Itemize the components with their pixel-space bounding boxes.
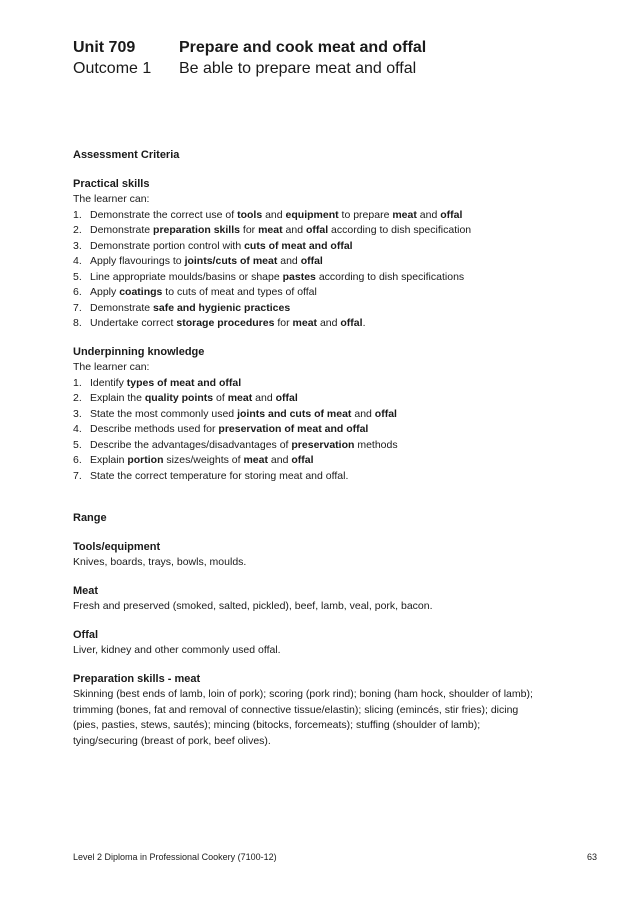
unit-title: Prepare and cook meat and offal	[179, 39, 427, 56]
item-text: State the correct temperature for storing meat and offal.	[90, 469, 349, 482]
list-item	[73, 407, 573, 423]
item-number: 3.	[73, 407, 82, 420]
page-footer	[73, 851, 597, 863]
item-number: 5.	[73, 270, 82, 283]
list-item	[73, 270, 573, 286]
item-number: 2.	[73, 224, 82, 236]
range-section-preparation	[73, 672, 573, 750]
unit-header	[73, 38, 426, 58]
item-text: Identify	[90, 376, 127, 389]
list-item	[73, 208, 573, 224]
emphasis-text: joints/cuts of meat	[184, 255, 278, 267]
list-item	[73, 422, 573, 438]
range-text-line: tying/securing (breast of pork, beef olives).	[73, 734, 271, 747]
item-text: and	[267, 454, 292, 466]
practical-skills-heading: Practical skills	[73, 177, 150, 190]
item-number: 3.	[73, 239, 82, 252]
emphasis-text: equipment	[285, 208, 339, 221]
emphasis-text: coatings	[119, 286, 163, 298]
item-text: Demonstrate	[90, 301, 154, 314]
item-text: Explain	[90, 454, 128, 466]
knowledge-intro: The learner can:	[73, 361, 150, 373]
range-text-line: (pies, pasties, stews, sautés); mincing (bitocks, forcemeats); stuffing (shoulder of lamb);	[73, 719, 481, 731]
practical-skills-list	[73, 208, 573, 332]
emphasis-text: portion	[127, 454, 164, 466]
footer-qualification: Level 2 Diploma in Professional Cookery (7100-12)	[73, 852, 277, 862]
emphasis-text: offal	[291, 454, 314, 466]
emphasis-text: pastes	[282, 270, 316, 283]
emphasis-text: tools	[237, 208, 263, 221]
item-text: and	[262, 208, 286, 221]
unit-number: Unit 709	[73, 39, 136, 56]
range-subheading: Meat	[73, 584, 99, 597]
page-number: 63	[586, 852, 597, 862]
item-text: and	[277, 255, 301, 267]
emphasis-text: offal	[340, 317, 363, 329]
emphasis-text: types of meat and offal	[126, 376, 242, 389]
range-text: Knives, boards, trays, bowls, moulds.	[73, 556, 247, 568]
emphasis-text: meat	[258, 224, 283, 236]
item-text: Apply flavourings to	[90, 255, 185, 267]
item-text: and	[252, 392, 276, 404]
item-text: methods	[354, 438, 398, 451]
item-text: according to dish specifications	[315, 270, 465, 283]
range-subheading: Offal	[73, 628, 99, 641]
item-text: Apply	[90, 286, 120, 298]
item-text: Demonstrate the correct use of	[90, 208, 238, 221]
item-text: and	[416, 208, 441, 221]
item-number: 7.	[73, 301, 82, 314]
item-number: 4.	[73, 255, 82, 267]
range-heading: Range	[73, 512, 107, 524]
item-text: sizes/weights of	[163, 454, 244, 466]
practical-intro: The learner can:	[73, 193, 150, 205]
outcome-title: Be able to prepare meat and offal	[179, 60, 417, 77]
item-text: Demonstrate	[90, 224, 154, 236]
emphasis-text: preservation	[291, 438, 355, 451]
item-text: according to dish specification	[328, 224, 472, 236]
item-number: 5.	[73, 438, 82, 451]
list-item	[73, 453, 573, 469]
item-text: Explain the	[90, 392, 145, 404]
item-number: 6.	[73, 286, 82, 298]
assessment-heading: Assessment Criteria	[73, 149, 180, 161]
item-text: and	[317, 317, 341, 329]
item-number: 4.	[73, 423, 82, 435]
item-text: State the most commonly used	[90, 407, 238, 420]
document-body	[73, 148, 573, 749]
range-text: Fresh and preserved (smoked, salted, pickled), beef, lamb, veal, pork, bacon.	[73, 600, 433, 612]
item-text: Line appropriate moulds/basins or shape	[90, 270, 283, 283]
emphasis-text: offal	[374, 407, 397, 420]
emphasis-text: meat	[292, 317, 318, 329]
emphasis-text: preservation of meat and offal	[218, 423, 369, 435]
list-item	[73, 376, 573, 392]
outcome-header	[73, 59, 416, 79]
list-item	[73, 438, 573, 454]
emphasis-text: offal	[275, 392, 298, 404]
emphasis-text: offal	[300, 255, 323, 267]
item-number: 7.	[73, 469, 82, 482]
emphasis-text: offal	[440, 208, 463, 221]
item-number: 6.	[73, 454, 82, 466]
item-text: of	[213, 392, 228, 404]
list-item	[73, 391, 573, 407]
knowledge-heading: Underpinning knowledge	[73, 345, 205, 358]
list-item	[73, 239, 573, 255]
list-item	[73, 316, 573, 332]
item-text: Undertake correct	[90, 317, 177, 329]
range-subheading: Preparation skills - meat	[73, 672, 201, 685]
range-text-line: Skinning (best ends of lamb, loin of pork); scoring (pork rind); boning (ham hock, shoulder of lamb);	[73, 688, 533, 700]
item-text: Describe the advantages/disadvantages of	[90, 438, 292, 451]
emphasis-text: joints and cuts of meat	[237, 407, 352, 420]
item-number: 1.	[73, 208, 82, 221]
emphasis-text: cuts of meat and offal	[244, 239, 353, 252]
emphasis-text: safe and hygienic practices	[153, 301, 291, 314]
emphasis-text: meat	[227, 392, 253, 404]
list-item	[73, 301, 573, 317]
item-number: 1.	[73, 376, 82, 389]
emphasis-text: meat	[243, 454, 268, 466]
range-text: Liver, kidney and other commonly used offal.	[73, 644, 281, 656]
item-text: and	[351, 407, 375, 420]
emphasis-text: quality points	[144, 392, 214, 404]
list-item	[73, 469, 573, 485]
list-item	[73, 223, 573, 239]
item-text: for	[274, 317, 293, 329]
item-text: and	[282, 224, 306, 236]
item-text: for	[239, 224, 259, 236]
emphasis-text: meat	[392, 208, 417, 221]
list-item	[73, 285, 573, 301]
item-text: to cuts of meat and types of offal	[162, 286, 317, 298]
item-number: 2.	[73, 392, 82, 404]
emphasis-text: offal	[305, 224, 329, 236]
emphasis-text: preparation skills	[153, 224, 240, 236]
outcome-number: Outcome 1	[73, 60, 152, 77]
item-text: Describe methods used for	[90, 423, 219, 435]
list-item	[73, 254, 573, 270]
item-text: .	[362, 317, 366, 329]
range-section-meat	[73, 584, 573, 615]
range-section-tools	[73, 540, 573, 571]
item-text: Demonstrate portion control with	[90, 239, 245, 252]
range-text-line: trimming (bones, fat and removal of connective tissue/elastin); slicing (emincés, stir fries); dicing	[73, 703, 519, 716]
range-section-offal	[73, 628, 573, 659]
knowledge-list	[73, 376, 573, 485]
range-subheading: Tools/equipment	[73, 540, 161, 553]
item-number: 8.	[73, 317, 82, 329]
emphasis-text: storage procedures	[176, 317, 275, 329]
item-text: to prepare	[338, 208, 393, 221]
